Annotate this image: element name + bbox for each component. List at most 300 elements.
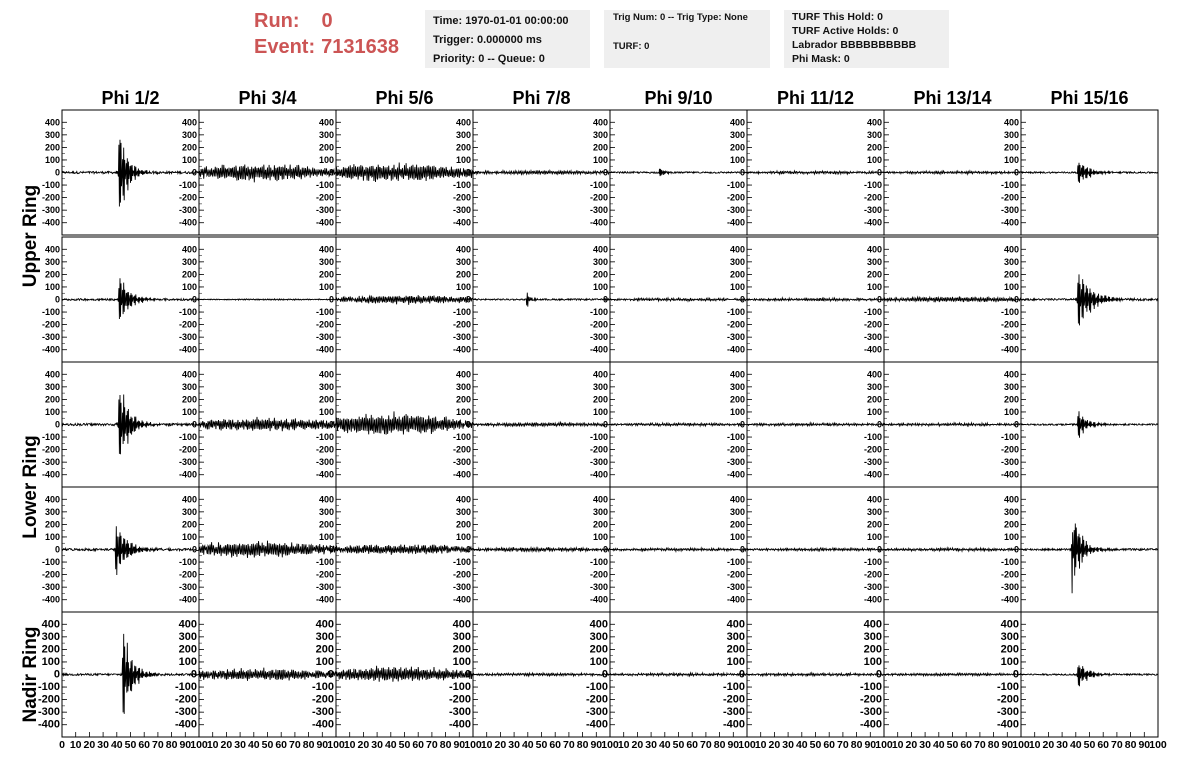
y-tick-label: 100	[181, 154, 197, 165]
y-tick-label: -300	[996, 706, 1019, 719]
x-tick-label: 60	[960, 739, 973, 751]
y-tick-label: -100	[589, 180, 608, 191]
x-tick-label: 40	[110, 739, 123, 751]
x-tick-label: 10	[891, 739, 904, 751]
y-tick-label: 200	[592, 519, 608, 530]
y-tick-label: 100	[44, 531, 60, 542]
x-tick-label: 90	[864, 739, 877, 751]
waveform-line	[1021, 274, 1158, 325]
y-tick-label: -100	[41, 180, 60, 191]
y-tick-label: -100	[178, 432, 197, 443]
column-header: Phi 15/16	[1050, 88, 1129, 108]
y-tick-label: -300	[452, 332, 471, 343]
waveform-line	[884, 294, 1021, 305]
y-tick-label: -200	[178, 569, 197, 580]
y-tick-label: -100	[41, 432, 60, 443]
y-tick-label: 300	[1003, 256, 1019, 267]
y-tick-label: 300	[729, 506, 745, 517]
y-tick-label: 300	[589, 630, 608, 643]
y-tick-label: 100	[455, 531, 471, 542]
y-tick-label: -300	[1000, 205, 1019, 216]
y-tick-label: -300	[863, 582, 882, 593]
y-tick-label: -300	[315, 582, 334, 593]
x-tick-label: 70	[289, 739, 301, 751]
y-tick-label: 200	[181, 142, 197, 153]
y-tick-label: -400	[178, 594, 197, 605]
y-tick-label: 400	[866, 494, 882, 505]
y-tick-label: 300	[315, 630, 334, 643]
waveform-line	[473, 673, 610, 676]
x-tick-label: 80	[987, 739, 1000, 751]
x-tick-label: 90	[453, 739, 466, 751]
x-tick-label: 60	[1097, 739, 1110, 751]
y-tick-label: 0	[328, 419, 334, 430]
waveform-line	[1021, 524, 1158, 594]
trig-num-text: Trig Num: 0 -- Trig Type: None	[613, 12, 748, 23]
y-tick-label: -100	[178, 180, 197, 191]
waveform-line	[1021, 163, 1158, 183]
y-tick-label: -200	[589, 444, 608, 455]
waveform-line	[473, 293, 610, 307]
y-tick-label: -100	[41, 307, 60, 318]
x-tick-label: 90	[179, 739, 192, 751]
column-header: Phi 7/8	[512, 88, 571, 108]
y-tick-label: -100	[996, 681, 1019, 694]
y-tick-label: -400	[726, 344, 745, 355]
y-tick-label: 400	[729, 369, 745, 380]
y-tick-label: -100	[452, 432, 471, 443]
y-tick-label: -300	[585, 706, 608, 719]
y-tick-label: -200	[585, 693, 608, 706]
x-tick-label: 100	[601, 739, 619, 751]
y-tick-label: 100	[592, 154, 608, 165]
y-tick-label: -200	[178, 444, 197, 455]
y-tick-label: -300	[37, 706, 60, 719]
y-tick-label: -100	[863, 180, 882, 191]
waveform-line	[610, 298, 747, 301]
x-tick-label: 20	[768, 739, 781, 751]
y-tick-label: 200	[318, 269, 334, 280]
y-tick-label: -200	[178, 319, 197, 330]
y-tick-label: -100	[315, 307, 334, 318]
y-tick-label: 100	[589, 655, 608, 668]
y-tick-label: -200	[41, 192, 60, 203]
y-tick-label: 300	[863, 630, 882, 643]
x-tick-label: 70	[426, 739, 438, 751]
y-tick-label: -200	[589, 569, 608, 580]
y-tick-label: 300	[318, 381, 334, 392]
run-label: Run:	[254, 10, 300, 32]
y-tick-label: 100	[866, 531, 882, 542]
y-tick-label: 400	[181, 244, 197, 255]
y-tick-label: -400	[589, 469, 608, 480]
y-tick-label: 0	[191, 167, 197, 178]
y-tick-label: 400	[318, 117, 334, 128]
y-tick-label: 200	[589, 643, 608, 656]
y-tick-label: -200	[41, 319, 60, 330]
y-tick-label: -300	[589, 582, 608, 593]
y-tick-label: 400	[452, 618, 471, 631]
waveform-line	[1021, 411, 1158, 438]
y-tick-label: -200	[726, 569, 745, 580]
x-tick-label: 40	[795, 739, 808, 751]
y-tick-label: 200	[592, 142, 608, 153]
row-label: Lower Ring	[20, 435, 41, 539]
y-tick-label: -300	[863, 332, 882, 343]
y-tick-label: 300	[178, 630, 197, 643]
y-tick-label: -100	[452, 307, 471, 318]
x-tick-label: 10	[1028, 739, 1041, 751]
y-tick-label: 200	[1003, 394, 1019, 405]
y-tick-label: 200	[866, 519, 882, 530]
x-tick-label: 90	[1138, 739, 1151, 751]
x-tick-label: 100	[464, 739, 482, 751]
y-tick-label: 300	[452, 630, 471, 643]
y-tick-label: -300	[448, 706, 471, 719]
y-tick-label: -400	[41, 217, 60, 228]
x-tick-label: 80	[850, 739, 863, 751]
y-tick-label: 100	[592, 531, 608, 542]
y-tick-label: -200	[996, 693, 1019, 706]
y-tick-label: -200	[452, 444, 471, 455]
waveform-line	[747, 548, 884, 551]
y-tick-label: 400	[1003, 244, 1019, 255]
y-tick-label: 200	[1003, 519, 1019, 530]
y-tick-label: -400	[174, 718, 197, 731]
y-tick-label: 200	[455, 394, 471, 405]
y-tick-label: 400	[41, 618, 60, 631]
y-tick-label: -100	[1000, 307, 1019, 318]
row-label: Nadir Ring	[20, 626, 41, 723]
y-tick-label: -100	[589, 557, 608, 568]
y-tick-label: 0	[602, 294, 608, 305]
y-tick-label: 0	[464, 668, 471, 681]
x-tick-label: 60	[823, 739, 836, 751]
y-tick-label: -300	[589, 457, 608, 468]
y-tick-label: 200	[1003, 142, 1019, 153]
y-tick-label: -200	[1000, 319, 1019, 330]
y-tick-label: 400	[455, 494, 471, 505]
y-tick-label: 100	[592, 281, 608, 292]
y-tick-label: -100	[863, 557, 882, 568]
x-tick-label: 70	[974, 739, 986, 751]
y-tick-label: 100	[178, 655, 197, 668]
y-tick-label: -300	[726, 332, 745, 343]
x-tick-label: 50	[535, 739, 548, 751]
y-tick-label: 400	[729, 117, 745, 128]
y-tick-label: -400	[315, 594, 334, 605]
y-tick-label: -100	[174, 681, 197, 694]
y-tick-label: 100	[318, 406, 334, 417]
x-tick-label: 10	[69, 739, 82, 751]
y-tick-label: 200	[866, 394, 882, 405]
y-tick-label: 300	[181, 381, 197, 392]
x-tick-label: 80	[576, 739, 589, 751]
y-tick-label: 300	[729, 256, 745, 267]
y-tick-label: 100	[455, 406, 471, 417]
y-tick-label: 300	[318, 506, 334, 517]
y-tick-label: 200	[863, 643, 882, 656]
y-tick-label: -200	[589, 192, 608, 203]
y-tick-label: 400	[866, 117, 882, 128]
x-tick-label: 30	[97, 739, 109, 751]
event-value: 7131638	[321, 36, 399, 58]
y-tick-label: 400	[589, 618, 608, 631]
y-tick-label: -400	[863, 594, 882, 605]
y-tick-label: 400	[181, 494, 197, 505]
y-tick-label: 0	[327, 668, 334, 681]
y-tick-label: 200	[729, 394, 745, 405]
y-tick-label: -100	[448, 681, 471, 694]
y-tick-label: -400	[452, 594, 471, 605]
x-tick-label: 30	[1056, 739, 1068, 751]
y-tick-label: 300	[1000, 630, 1019, 643]
y-tick-label: 300	[44, 506, 60, 517]
y-tick-label: 100	[44, 154, 60, 165]
y-tick-label: -100	[1000, 557, 1019, 568]
x-tick-label: 40	[247, 739, 260, 751]
y-tick-label: 200	[44, 142, 60, 153]
y-tick-label: -200	[863, 444, 882, 455]
y-tick-label: -300	[178, 582, 197, 593]
y-tick-label: 0	[876, 419, 882, 430]
y-tick-label: 300	[866, 256, 882, 267]
y-tick-label: 300	[455, 256, 471, 267]
y-tick-label: 0	[876, 294, 882, 305]
x-tick-label: 80	[1124, 739, 1137, 751]
y-tick-label: 100	[729, 531, 745, 542]
y-tick-label: -400	[726, 217, 745, 228]
x-tick-label: 50	[809, 739, 822, 751]
y-tick-label: -400	[859, 718, 882, 731]
x-tick-label: 90	[1001, 739, 1014, 751]
x-tick-label: 50	[124, 739, 137, 751]
y-tick-label: -100	[859, 681, 882, 694]
y-tick-label: 300	[318, 129, 334, 140]
waveform-line	[199, 541, 336, 558]
x-tick-label: 90	[727, 739, 740, 751]
y-tick-label: 100	[455, 154, 471, 165]
y-tick-label: 300	[592, 506, 608, 517]
y-tick-label: 200	[44, 394, 60, 405]
waveform-line	[884, 171, 1021, 174]
x-tick-label: 20	[905, 739, 918, 751]
y-tick-label: -300	[41, 457, 60, 468]
y-tick-label: -400	[311, 718, 334, 731]
turf-text: TURF: 0	[613, 41, 650, 52]
y-tick-label: 100	[44, 406, 60, 417]
y-tick-label: -100	[452, 557, 471, 568]
y-tick-label: 100	[1000, 655, 1019, 668]
y-tick-label: 0	[1013, 419, 1019, 430]
y-tick-label: 300	[318, 256, 334, 267]
y-tick-label: -100	[726, 557, 745, 568]
y-tick-label: 400	[592, 244, 608, 255]
y-tick-label: -200	[859, 693, 882, 706]
y-tick-label: 0	[876, 167, 882, 178]
y-tick-label: -300	[589, 332, 608, 343]
y-tick-label: -400	[315, 344, 334, 355]
y-tick-label: -200	[863, 569, 882, 580]
waveform-line	[62, 526, 199, 575]
y-tick-label: -400	[863, 344, 882, 355]
y-tick-label: 0	[465, 419, 471, 430]
y-tick-label: -300	[452, 582, 471, 593]
y-tick-label: 400	[1003, 494, 1019, 505]
y-tick-label: 0	[1013, 544, 1019, 555]
y-tick-label: -300	[726, 205, 745, 216]
x-tick-label: 80	[302, 739, 315, 751]
column-header: Phi 3/4	[238, 88, 297, 108]
y-tick-label: -400	[863, 469, 882, 480]
y-tick-label: 0	[601, 668, 608, 681]
y-tick-label: 0	[465, 544, 471, 555]
x-tick-label: 60	[412, 739, 425, 751]
y-tick-label: -400	[589, 217, 608, 228]
y-tick-label: -200	[37, 693, 60, 706]
y-tick-label: 400	[181, 117, 197, 128]
y-tick-label: -200	[315, 444, 334, 455]
y-tick-label: -100	[863, 307, 882, 318]
y-tick-label: 0	[191, 544, 197, 555]
y-tick-label: -200	[315, 319, 334, 330]
y-tick-label: 0	[876, 544, 882, 555]
y-tick-label: 0	[465, 294, 471, 305]
y-tick-label: 100	[181, 531, 197, 542]
y-tick-label: -200	[452, 319, 471, 330]
y-tick-label: -200	[1000, 192, 1019, 203]
x-tick-label: 30	[371, 739, 383, 751]
y-tick-label: -400	[452, 469, 471, 480]
y-tick-label: -200	[863, 319, 882, 330]
y-tick-label: 200	[866, 142, 882, 153]
y-tick-label: -400	[178, 469, 197, 480]
y-tick-label: 0	[1012, 668, 1019, 681]
y-tick-label: 0	[739, 419, 745, 430]
x-tick-label: 30	[919, 739, 931, 751]
y-tick-label: 200	[1000, 643, 1019, 656]
y-tick-label: -200	[448, 693, 471, 706]
x-tick-label: 90	[316, 739, 329, 751]
y-tick-label: -200	[722, 693, 745, 706]
x-tick-label: 100	[327, 739, 345, 751]
y-tick-label: 200	[726, 643, 745, 656]
y-tick-label: 200	[455, 269, 471, 280]
y-tick-label: 0	[328, 167, 334, 178]
y-tick-label: 400	[178, 618, 197, 631]
y-tick-label: 100	[726, 655, 745, 668]
y-tick-label: 300	[44, 381, 60, 392]
column-header: Phi 5/6	[375, 88, 434, 108]
y-tick-label: -100	[863, 432, 882, 443]
y-tick-label: 0	[53, 668, 60, 681]
y-tick-label: -100	[452, 180, 471, 191]
y-tick-label: -300	[863, 457, 882, 468]
x-tick-label: 70	[152, 739, 164, 751]
y-tick-label: 100	[866, 154, 882, 165]
y-tick-label: -400	[41, 594, 60, 605]
run-value: 0	[321, 10, 333, 32]
y-tick-label: 0	[738, 668, 745, 681]
x-tick-label: 0	[59, 739, 65, 751]
x-tick-label: 60	[549, 739, 562, 751]
y-tick-label: 300	[729, 129, 745, 140]
x-tick-label: 20	[357, 739, 370, 751]
x-tick-label: 40	[384, 739, 397, 751]
y-tick-label: 0	[602, 167, 608, 178]
y-tick-label: -200	[726, 319, 745, 330]
y-tick-label: 300	[181, 506, 197, 517]
waveform-line	[747, 171, 884, 174]
y-tick-label: -200	[1000, 569, 1019, 580]
y-tick-label: 400	[318, 494, 334, 505]
trigger-text: Trigger: 0.000000 ms	[433, 34, 542, 46]
waveform-line	[884, 423, 1021, 426]
y-tick-label: 400	[1000, 618, 1019, 631]
y-tick-label: 0	[328, 294, 334, 305]
waveform-line	[747, 298, 884, 301]
y-tick-label: -200	[311, 693, 334, 706]
y-tick-label: -400	[1000, 344, 1019, 355]
y-tick-label: 200	[592, 269, 608, 280]
y-tick-label: 400	[1003, 117, 1019, 128]
y-tick-label: -200	[41, 444, 60, 455]
x-tick-label: 40	[521, 739, 534, 751]
y-tick-label: 100	[452, 655, 471, 668]
y-tick-label: -200	[726, 444, 745, 455]
y-tick-label: 400	[455, 369, 471, 380]
y-tick-label: 0	[54, 544, 60, 555]
y-tick-label: 100	[318, 281, 334, 292]
y-tick-label: -400	[178, 217, 197, 228]
x-tick-label: 100	[875, 739, 893, 751]
x-tick-label: 70	[563, 739, 575, 751]
x-tick-label: 40	[1069, 739, 1082, 751]
y-tick-label: 300	[181, 256, 197, 267]
waveform-line	[199, 299, 336, 300]
y-tick-label: -300	[452, 457, 471, 468]
y-tick-label: -100	[41, 557, 60, 568]
y-tick-label: 0	[54, 167, 60, 178]
y-tick-label: -400	[452, 217, 471, 228]
y-tick-label: -400	[585, 718, 608, 731]
y-tick-label: 100	[455, 281, 471, 292]
y-tick-label: -100	[589, 432, 608, 443]
y-tick-label: 100	[592, 406, 608, 417]
y-tick-label: 0	[875, 668, 882, 681]
y-tick-label: -300	[722, 706, 745, 719]
y-tick-label: 200	[729, 519, 745, 530]
priority-text: Priority: 0 -- Queue: 0	[433, 53, 545, 65]
y-tick-label: -400	[726, 469, 745, 480]
y-tick-label: -100	[726, 180, 745, 191]
x-tick-label: 50	[398, 739, 411, 751]
y-tick-label: 400	[455, 117, 471, 128]
y-tick-label: -300	[315, 457, 334, 468]
y-tick-label: 300	[1003, 381, 1019, 392]
y-tick-label: 200	[729, 269, 745, 280]
y-tick-label: -400	[448, 718, 471, 731]
x-tick-label: 60	[686, 739, 699, 751]
waveform-line	[336, 545, 473, 555]
y-tick-label: -300	[41, 332, 60, 343]
y-tick-label: 200	[318, 519, 334, 530]
y-tick-label: 300	[1003, 506, 1019, 517]
y-tick-label: 100	[729, 406, 745, 417]
x-tick-label: 10	[480, 739, 493, 751]
y-tick-label: 100	[318, 531, 334, 542]
y-tick-label: 0	[1013, 167, 1019, 178]
